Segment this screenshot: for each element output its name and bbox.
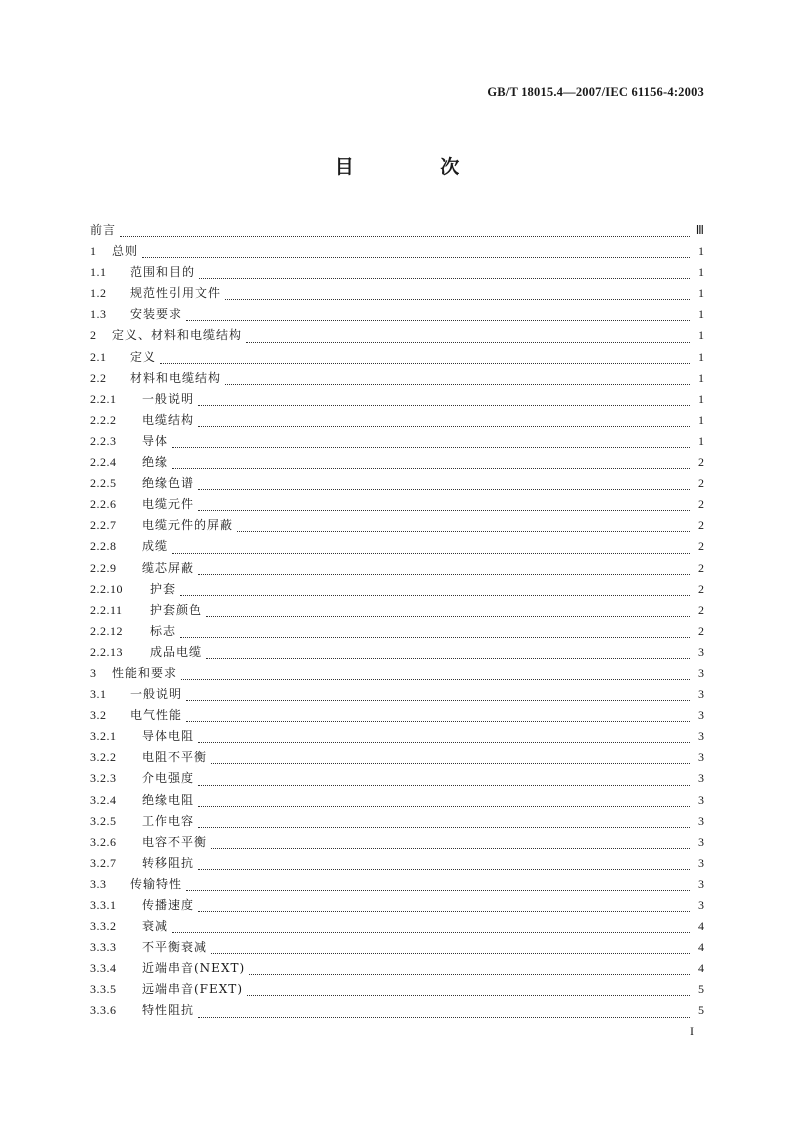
toc-entry-title: 定义 xyxy=(130,349,157,364)
toc-entry[interactable] xyxy=(90,832,704,853)
toc-entry-page: 1 xyxy=(698,307,704,322)
toc-entry[interactable] xyxy=(90,642,704,663)
toc-entry[interactable] xyxy=(90,790,704,811)
toc-entry[interactable] xyxy=(90,304,704,325)
toc-entry-title: 传播速度 xyxy=(142,898,195,912)
dot-leader xyxy=(225,298,690,300)
toc-entry[interactable] xyxy=(90,853,704,874)
toc-entry-number: 3.3.5 xyxy=(90,982,117,997)
dot-leader xyxy=(247,994,690,996)
toc-entry-title: 不平衡衰减 xyxy=(142,940,208,955)
toc-entry-number: 3.1 xyxy=(90,687,107,702)
dot-leader xyxy=(246,341,690,343)
dot-leader xyxy=(142,256,690,258)
dot-leader xyxy=(186,889,690,891)
dot-leader xyxy=(198,826,690,828)
dot-leader xyxy=(198,741,690,743)
dot-leader xyxy=(198,404,690,406)
toc-entry-number: 3.3 xyxy=(90,876,107,891)
toc-entry-page: 1 xyxy=(698,286,704,301)
toc-entry[interactable] xyxy=(90,368,704,389)
toc-entry-page: 3 xyxy=(698,855,704,870)
toc-entry-number: 3 xyxy=(90,665,97,680)
toc-entry[interactable] xyxy=(90,473,704,494)
toc-entry-number: 3.2.7 xyxy=(90,855,117,870)
toc-entry-title: 导体电阻 xyxy=(142,729,195,744)
toc-entry[interactable] xyxy=(90,515,704,536)
toc-entry[interactable] xyxy=(90,325,704,346)
toc-entry-page: 5 xyxy=(698,982,704,997)
dot-leader xyxy=(198,805,690,807)
toc-entry-number: 3.3.2 xyxy=(90,919,117,934)
dot-leader xyxy=(237,530,690,532)
toc-entry-page: 3 xyxy=(698,834,704,849)
toc-entry-title: 绝缘色谱 xyxy=(142,476,195,491)
toc-entry-page: 4 xyxy=(698,961,704,976)
toc-entry-title: 电气性能 xyxy=(130,708,183,723)
toc-entry[interactable] xyxy=(90,895,704,916)
toc-entry-number: 2.2.8 xyxy=(90,539,117,554)
dot-leader xyxy=(198,425,690,427)
toc-entry-title: 导体 xyxy=(142,433,169,448)
toc-entry-page: 3 xyxy=(698,750,704,765)
toc-entry-number: 1.1 xyxy=(90,265,107,280)
toc-entry-number: 2.2.9 xyxy=(90,560,117,575)
dot-leader xyxy=(225,383,690,385)
toc-entry-number: 3.3.1 xyxy=(90,898,117,912)
toc-entry-number: 2 xyxy=(90,328,97,343)
toc-entry-number: 3.2.5 xyxy=(90,813,117,828)
table-of-contents xyxy=(90,220,704,1022)
toc-entry-page: 2 xyxy=(698,518,704,533)
toc-entry-title: 电阻不平衡 xyxy=(142,750,208,765)
toc-entry-number: 2.2.3 xyxy=(90,433,117,448)
dot-leader xyxy=(180,594,690,596)
toc-entry-number: 3.2.1 xyxy=(90,729,117,744)
toc-entry-number: 2.2.7 xyxy=(90,518,117,533)
toc-entry-page: 3 xyxy=(698,771,704,786)
toc-entry[interactable] xyxy=(90,874,704,895)
toc-entry-title: 前言 xyxy=(90,223,117,237)
dot-leader xyxy=(186,699,690,701)
toc-entry-page: 4 xyxy=(698,919,704,934)
toc-entry-title: 转移阻抗 xyxy=(142,855,195,870)
page-title: 目 次 xyxy=(334,156,500,178)
toc-entry-number: 3.2.6 xyxy=(90,834,117,849)
toc-entry-title: 范围和目的 xyxy=(130,265,196,280)
toc-entry-title: 电缆结构 xyxy=(142,412,195,427)
dot-leader xyxy=(211,952,690,954)
toc-entry-page: 1 xyxy=(698,433,704,448)
toc-entry-title: 护套颜色 xyxy=(150,602,203,617)
toc-entry[interactable] xyxy=(90,579,704,600)
dot-leader xyxy=(120,235,690,237)
toc-entry[interactable] xyxy=(90,937,704,958)
toc-entry-title: 规范性引用文件 xyxy=(130,286,222,301)
toc-entry-number: 2.2.5 xyxy=(90,476,117,491)
toc-entry-page: 5 xyxy=(698,1003,704,1018)
toc-entry[interactable] xyxy=(90,558,704,579)
toc-entry[interactable] xyxy=(90,1000,704,1021)
toc-entry-page: 2 xyxy=(698,602,704,617)
toc-entry-page: 1 xyxy=(698,370,704,385)
toc-entry[interactable] xyxy=(90,600,704,621)
toc-entry[interactable] xyxy=(90,768,704,789)
toc-entry[interactable] xyxy=(90,262,704,283)
toc-entry-number: 2.2.12 xyxy=(90,623,123,638)
toc-entry[interactable] xyxy=(90,958,704,979)
toc-entry-number: 2.2 xyxy=(90,370,107,385)
dot-leader xyxy=(198,868,690,870)
toc-entry-page: 3 xyxy=(698,644,704,659)
toc-entry[interactable] xyxy=(90,536,704,557)
toc-entry-number: 3.2.4 xyxy=(90,792,117,807)
dot-leader xyxy=(198,910,690,912)
toc-entry-page: 1 xyxy=(698,412,704,427)
dot-leader xyxy=(211,847,690,849)
toc-entry[interactable] xyxy=(90,452,704,473)
toc-entry[interactable] xyxy=(90,979,704,1000)
toc-entry-number: 2.2.10 xyxy=(90,581,123,596)
toc-entry-page: 2 xyxy=(698,581,704,596)
toc-entry-title: 定义、材料和电缆结构 xyxy=(112,328,243,343)
toc-entry-title: 总则 xyxy=(112,244,139,259)
dot-leader xyxy=(186,319,690,321)
dot-leader xyxy=(172,552,690,554)
toc-entry[interactable] xyxy=(90,283,704,304)
dot-leader xyxy=(198,488,690,490)
toc-entry[interactable] xyxy=(90,220,704,241)
toc-entry-page: 4 xyxy=(698,940,704,955)
toc-entry-title: 工作电容 xyxy=(142,813,195,828)
toc-entry-title: 远端串音(FEXT) xyxy=(142,982,243,997)
toc-entry-page: 2 xyxy=(698,560,704,575)
toc-entry-number: 2.2.6 xyxy=(90,497,117,512)
toc-entry[interactable] xyxy=(90,705,704,726)
toc-entry[interactable] xyxy=(90,747,704,768)
toc-entry-page: 1 xyxy=(698,265,704,280)
toc-entry-page: 3 xyxy=(698,687,704,702)
toc-entry-title: 绝缘 xyxy=(142,455,169,470)
toc-entry-number: 2.2.1 xyxy=(90,391,117,406)
dot-leader xyxy=(211,762,690,764)
toc-entry-number: 1.2 xyxy=(90,286,107,301)
dot-leader xyxy=(198,784,690,786)
toc-entry-title: 标志 xyxy=(150,623,177,638)
dot-leader xyxy=(198,573,690,575)
toc-entry-title: 性能和要求 xyxy=(112,665,178,680)
toc-entry-page: 2 xyxy=(698,623,704,638)
toc-entry[interactable] xyxy=(90,389,704,410)
toc-entry-page: 3 xyxy=(698,898,704,912)
dot-leader xyxy=(172,467,690,469)
toc-entry[interactable] xyxy=(90,431,704,452)
toc-entry-title: 介电强度 xyxy=(142,771,195,786)
dot-leader xyxy=(180,636,690,638)
toc-entry-title: 护套 xyxy=(150,581,177,596)
toc-entry-number: 3.2.2 xyxy=(90,750,117,765)
toc-entry-page: 2 xyxy=(698,539,704,554)
dot-leader xyxy=(181,678,690,680)
toc-entry-number: 3.3.4 xyxy=(90,961,117,976)
toc-entry-title: 一般说明 xyxy=(130,687,183,702)
toc-entry-title: 材料和电缆结构 xyxy=(130,370,222,385)
toc-entry-page: 3 xyxy=(698,876,704,891)
toc-entry-page: 3 xyxy=(698,665,704,680)
toc-entry-page: 3 xyxy=(698,813,704,828)
toc-entry-page: 2 xyxy=(698,455,704,470)
dot-leader xyxy=(199,277,690,279)
toc-entry-number: 3.2.3 xyxy=(90,771,117,786)
toc-entry[interactable] xyxy=(90,684,704,705)
toc-entry-title: 成品电缆 xyxy=(150,644,203,659)
page-number: I xyxy=(690,1024,694,1038)
toc-entry-title: 电缆元件 xyxy=(142,497,195,512)
dot-leader xyxy=(206,657,690,659)
toc-entry-page: 1 xyxy=(698,244,704,259)
toc-entry-page: 1 xyxy=(698,328,704,343)
toc-entry[interactable] xyxy=(90,494,704,515)
toc-entry-title: 缆芯屏蔽 xyxy=(142,560,195,575)
dot-leader xyxy=(198,509,690,511)
toc-entry-page: 3 xyxy=(698,792,704,807)
toc-entry[interactable] xyxy=(90,811,704,832)
toc-entry[interactable] xyxy=(90,663,704,684)
toc-entry[interactable] xyxy=(90,410,704,431)
dot-leader xyxy=(160,362,690,364)
toc-entry-number: 3.3.3 xyxy=(90,940,117,955)
toc-entry-title: 特性阻抗 xyxy=(142,1003,195,1018)
toc-entry-number: 2.1 xyxy=(90,349,107,364)
toc-entry-page: 2 xyxy=(698,497,704,512)
toc-entry[interactable] xyxy=(90,347,704,368)
toc-entry[interactable] xyxy=(90,621,704,642)
toc-entry[interactable] xyxy=(90,241,704,262)
toc-entry-number: 1.3 xyxy=(90,307,107,322)
toc-entry-number: 3.2 xyxy=(90,708,107,723)
toc-entry-number: 1 xyxy=(90,244,97,259)
toc-entry-page: 3 xyxy=(698,708,704,723)
toc-entry-number: 2.2.13 xyxy=(90,644,123,659)
toc-entry-title: 成缆 xyxy=(142,539,169,554)
toc-entry-number: 2.2.4 xyxy=(90,455,117,470)
dot-leader xyxy=(249,973,690,975)
toc-entry-page: 1 xyxy=(698,349,704,364)
dot-leader xyxy=(198,1016,690,1018)
toc-entry-page: 2 xyxy=(698,476,704,491)
dot-leader xyxy=(172,931,690,933)
toc-entry-title: 近端串音(NEXT) xyxy=(142,961,246,976)
toc-entry-title: 衰减 xyxy=(142,919,169,934)
dot-leader xyxy=(206,615,690,617)
toc-entry-number: 2.2.11 xyxy=(90,602,123,617)
toc-entry[interactable] xyxy=(90,726,704,747)
toc-entry-title: 传输特性 xyxy=(130,876,183,891)
toc-entry-title: 安装要求 xyxy=(130,307,183,322)
dot-leader xyxy=(186,720,690,722)
standard-code-header: GB/T 18015.4—2007/IEC 61156-4:2003 xyxy=(487,85,704,99)
toc-entry-number: 3.3.6 xyxy=(90,1003,117,1018)
toc-entry-title: 电缆元件的屏蔽 xyxy=(142,518,234,533)
toc-entry-title: 绝缘电阻 xyxy=(142,792,195,807)
toc-entry[interactable] xyxy=(90,916,704,937)
toc-entry-page: 3 xyxy=(698,729,704,744)
toc-entry-page: 1 xyxy=(698,391,704,406)
toc-entry-number: 2.2.2 xyxy=(90,412,117,427)
toc-entry-title: 电容不平衡 xyxy=(142,834,208,849)
dot-leader xyxy=(172,446,690,448)
toc-entry-title: 一般说明 xyxy=(142,391,195,406)
toc-entry-page: Ⅲ xyxy=(695,223,704,237)
